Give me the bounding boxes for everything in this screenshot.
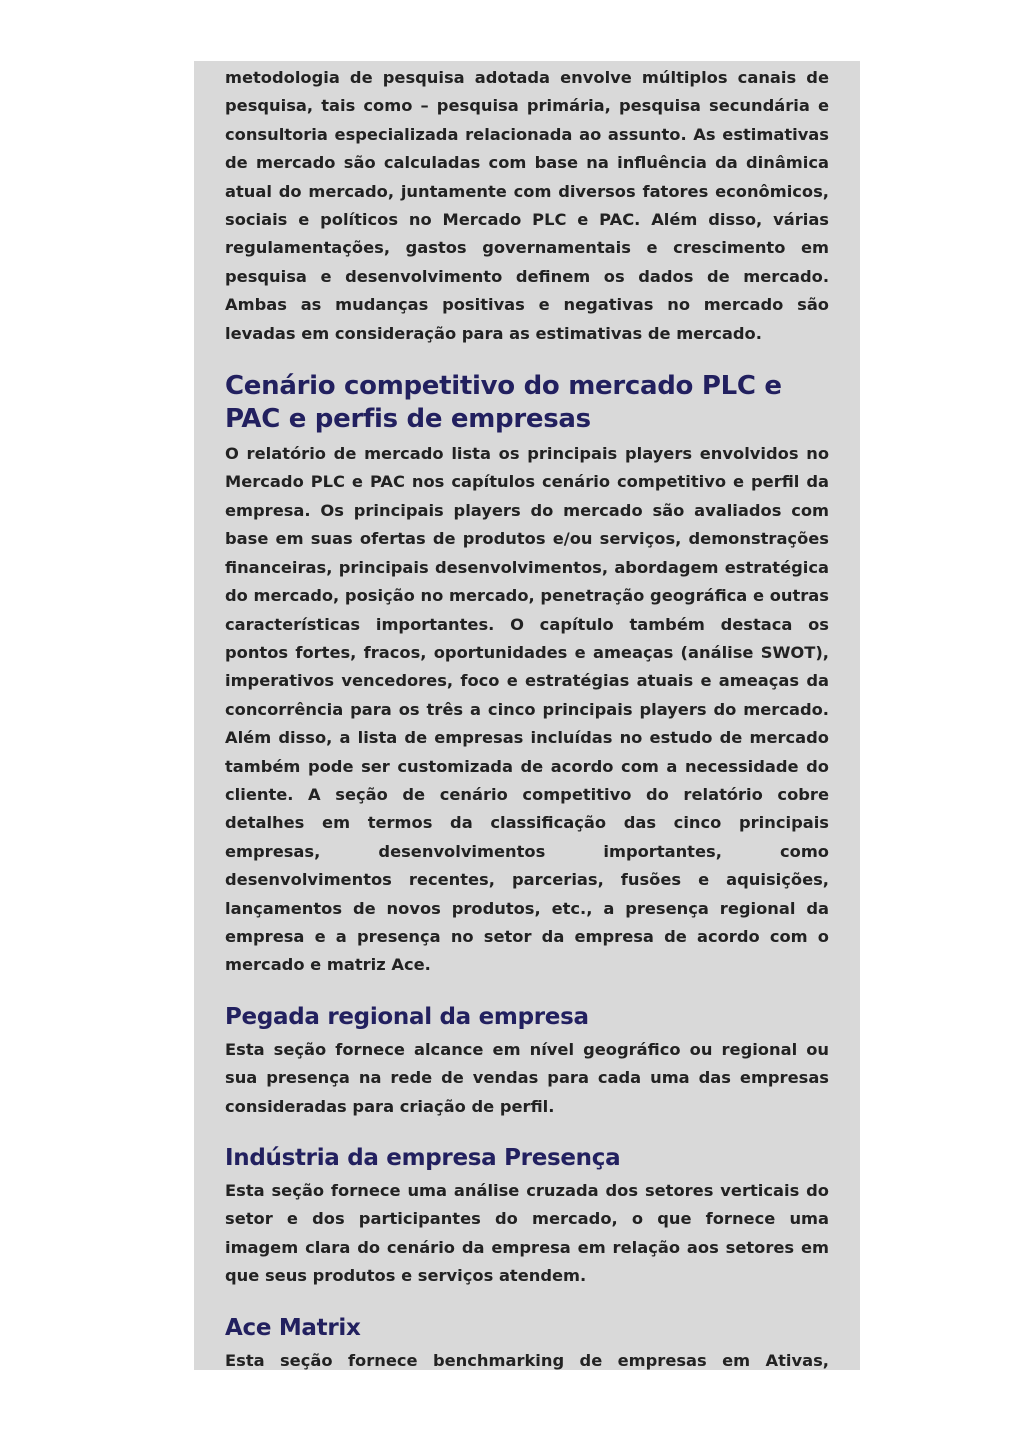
section-heading-industry-presence: Indústria da empresa Presença <box>225 1145 621 1171</box>
intro-paragraph: metodologia de pesquisa adotada envolve múltiplos canais de pesquisa, tais como – pesquisa primária, pesquisa secundária e consultoria especializada relacionada ao assunto. As estimativas de mercado são calculadas com base na influência da dinâmica atual do mercado, juntamente com diversos fatores econômicos, sociais e políticos no Mercado PLC e PAC. Além disso, várias regulamentações, gastos governamentais e crescimento em pesquisa e desenvolvimento definem os dados de mercado. Ambas as mudanças positivas e negativas no mercado são levadas em consideração para as estimativas de mercado. <box>225 68 829 343</box>
section-body-competitive-landscape: O relatório de mercado lista os principais players envolvidos no Mercado PLC e PAC nos capítulos cenário competitivo e perfil da empresa. Os principais players do mercado são avaliados com base em suas ofertas de produtos e/ou serviços, demonstrações financeiras, principais desenvolvimentos, abordagem estratégica do mercado, posição no mercado, penetração geográfica e outras características importantes. O capítulo também destaca os pontos fortes, fracos, oportunidades e ameaças (análise SWOT), imperativos vencedores, foco e estratégias atuais e ameaças da concorrência para os três a cinco principais players do mercado. Além disso, a lista de empresas incluídas no estudo de mercado também pode ser customizada de acordo com a necessidade do cliente. A seção de cenário competitivo do relatório cobre detalhes em termos da classificação das cinco principais empresas, desenvolvimentos importantes, como desenvolvimentos recentes, parcerias, fusões e aquisições, lançamentos de novos produtos, etc., a presença regional da empresa e a presença no setor da empresa de acordo com o mercado e matriz Ace. <box>225 444 829 975</box>
section-heading-regional-footprint: Pegada regional da empresa <box>225 1003 589 1030</box>
section-body-industry-presence: Esta seção fornece uma análise cruzada dos setores verticais do setor e dos participantes do mercado, o que fornece uma imagem clara do cenário da empresa em relação aos setores em que seus produtos e serviços atendem. <box>225 1181 829 1286</box>
document-page <box>194 61 860 1370</box>
section-body-regional-footprint: Esta seção fornece alcance em nível geográfico ou regional ou sua presença na rede de vendas para cada uma das empresas consideradas para criação de perfil. <box>225 1039 829 1116</box>
section-body-ace-matrix: Esta seção fornece benchmarking de empresas em Ativas, <box>225 1350 829 1370</box>
section-heading-competitive-landscape: Cenário competitivo do mercado PLC e PAC e perfis de empresas <box>225 371 782 435</box>
section-heading-ace-matrix: Ace Matrix <box>225 1314 361 1341</box>
